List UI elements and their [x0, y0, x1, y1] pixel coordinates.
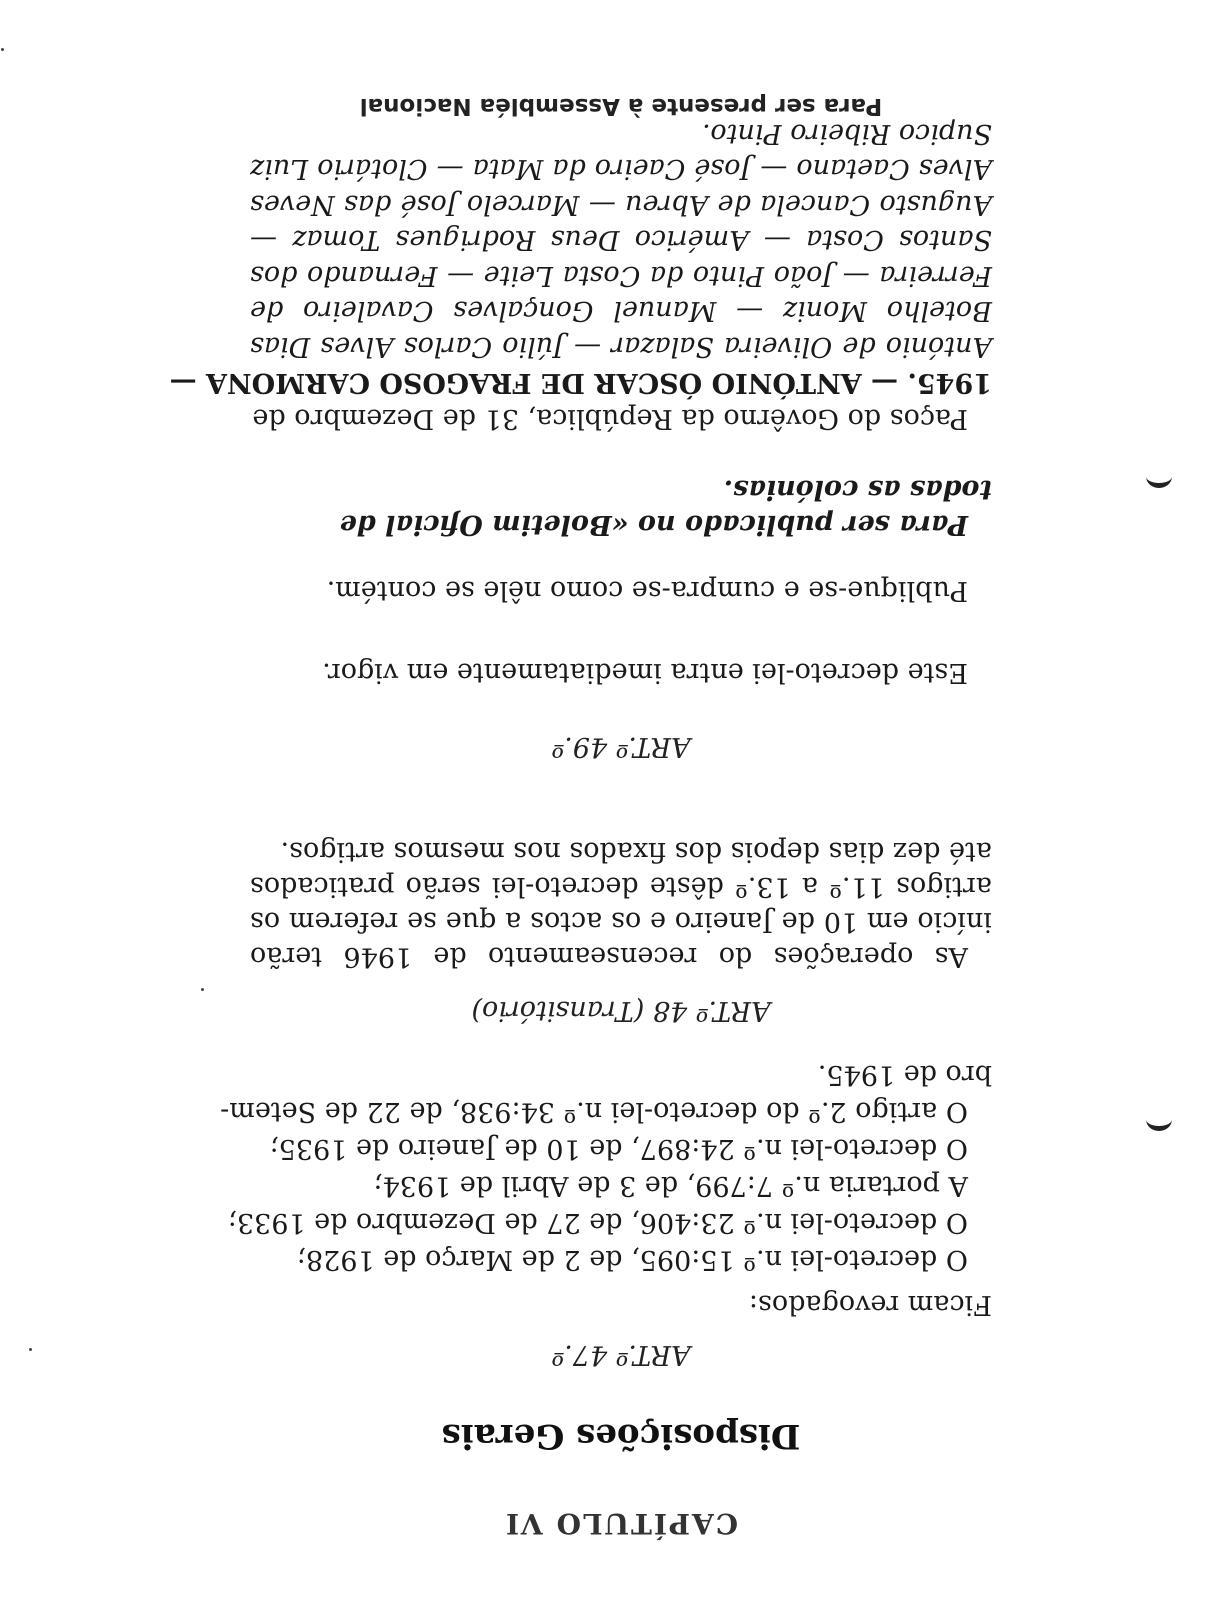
art47-item: A portaria n.º 7:799, de 3 de Abril de 1934;: [373, 1170, 968, 1201]
art47-item: O decreto-lei n.º 15:095, de 2 de Março de 1928;: [296, 1244, 968, 1275]
scan-speck: [29, 1348, 32, 1351]
art49-heading: ART.º 49.º: [551, 731, 691, 762]
section-title: Disposições Gerais: [441, 1416, 801, 1456]
footer-note: Para ser presente à Assembléa Nacional: [359, 93, 883, 119]
head-of-state-line: 1945. — ANTÓNIO ÓSCAR DE FRAGOSO CARMONA —: [169, 367, 992, 398]
chapter-heading: CAPÍTULO VI: [503, 1507, 739, 1540]
bulletin-note: Para ser publicado no «Boletim Oficial de todas as colónias.: [339, 474, 992, 540]
signatories: António de Oliveira Salazar — Júlio Carlos Alves Dias Botelho Moniz — Manuel Gonçalves Cavaleiro de Ferreira — João Pinto da Costa Leite — Fernando dos Santos Costa — Américo Deus Rodrigues Tomaz — Augusto Cancela de Abreu — Marcelo José das Neves Alves Caetano — José Caeiro da Mata — Clotário Luiz Supico Ribeiro Pinto.: [250, 118, 992, 362]
scan-speck: [1, 48, 4, 51]
art47-item: bro de 1945.: [817, 1059, 992, 1090]
art47-item: O decreto-lei n.º 24:897, de 10 de Janeiro de 1935;: [269, 1133, 968, 1164]
scan-speck: [201, 988, 204, 991]
art47-body: [220, 1059, 992, 1320]
art47-item: O decreto-lei n.º 23:406, de 27 de Dezembro de 1933;: [227, 1207, 968, 1238]
publish-line: Publique-se e cumpra-se como nêle se contém.: [326, 575, 968, 606]
art47-item: O artigo 2.º do decreto-lei n.º 34:938, de 22 de Setem-: [220, 1096, 968, 1127]
art47-intro: Ficam revogados:: [748, 1289, 992, 1320]
art48-heading: ART.º 48 (Transitório): [471, 995, 771, 1026]
place-date: Paços do Govêrno da República, 31 de Dezembro de: [252, 403, 968, 434]
art49-text: Este decreto-lei entra imediatamente em vigor.: [322, 657, 968, 688]
art48-text: As operações do recenseamento de 1946 terão início em 10 de Janeiro e os actos a que se referem os artigos 11.º a 13.º dêste decreto-lei serão praticados até dez dias depois dos fixados nos mesmos artigos.: [250, 836, 992, 972]
art47-heading: ART.º 47.º: [551, 1339, 691, 1370]
binding-hole-mark: [1146, 465, 1172, 488]
binding-hole-mark: [1146, 1108, 1172, 1131]
